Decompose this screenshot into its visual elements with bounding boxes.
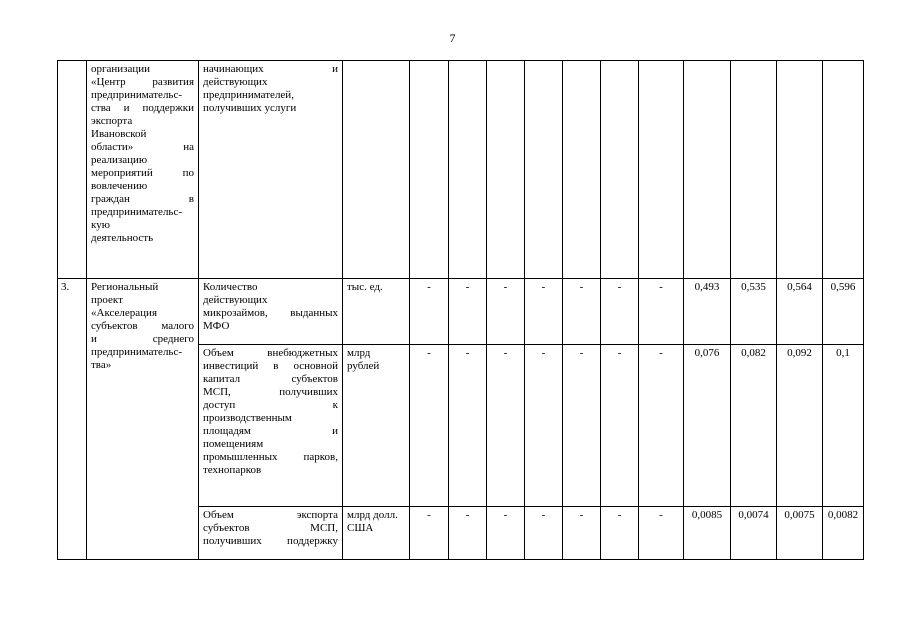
value-cell: 0,0074	[731, 507, 777, 560]
text-line: помещениям	[203, 438, 264, 450]
text-line: Количество	[203, 281, 258, 293]
value-cell	[777, 61, 823, 279]
text-line: предпринимателей,	[203, 89, 294, 101]
text-line: ства и поддержки	[91, 102, 194, 114]
dash-cell: -	[563, 507, 601, 560]
text-line: начинающих и	[203, 63, 338, 75]
text-line: микрозаймов, выданных	[203, 307, 338, 319]
dash-cell: -	[601, 345, 639, 507]
dash-cell: -	[487, 345, 525, 507]
dash-cell: -	[525, 507, 563, 560]
text-line: рублей	[347, 360, 380, 372]
text-line: промышленных парков,	[203, 451, 338, 463]
text-line: млрд долл.	[347, 509, 398, 521]
text-line: вовлечению	[91, 180, 148, 192]
dash-cell: -	[563, 345, 601, 507]
text-line: экспорта	[91, 115, 133, 127]
text-line: технопарков	[203, 464, 262, 476]
text-line: получивших услуги	[203, 102, 297, 114]
dash-cell: -	[525, 279, 563, 345]
text-line: действующих	[203, 76, 268, 88]
unit-cell	[343, 61, 410, 279]
value-cell: 0,0085	[684, 507, 731, 560]
value-cell: 0,1	[823, 345, 864, 507]
value-cell	[487, 61, 525, 279]
table-row-microloans	[58, 279, 864, 345]
dash-cell: -	[410, 507, 449, 560]
unit-cell	[343, 279, 410, 345]
value-cell: 0,596	[823, 279, 864, 345]
value-cell	[449, 61, 487, 279]
value-cell: 0,564	[777, 279, 823, 345]
text-line: доступ к	[203, 399, 338, 411]
text-line: МФО	[203, 320, 230, 332]
text-line: субъектов малого	[91, 320, 194, 332]
dash-cell: -	[563, 279, 601, 345]
value-cell	[563, 61, 601, 279]
text-line: деятельность	[91, 232, 154, 244]
indicator-cell	[199, 507, 343, 560]
text-line: МСП, получивших	[203, 386, 338, 398]
text-line: тва»	[91, 359, 112, 371]
text-line: предпринимательс-	[91, 346, 182, 358]
project-cell	[87, 279, 199, 560]
dash-cell: -	[639, 507, 684, 560]
dash-cell: -	[639, 279, 684, 345]
unit-cell	[343, 345, 410, 507]
text-line: и среднего	[91, 333, 194, 345]
text-line: тыс. ед.	[347, 281, 383, 293]
text-line: предпринимательс-	[91, 206, 182, 218]
text-line: действующих	[203, 294, 268, 306]
value-cell	[684, 61, 731, 279]
text-line: проект	[91, 294, 123, 306]
value-cell: 0,082	[731, 345, 777, 507]
value-cell	[525, 61, 563, 279]
indicator-cell	[199, 279, 343, 345]
text-line: граждан в	[91, 193, 194, 205]
indicator-cell	[199, 61, 343, 279]
text-line: «Акселерация	[91, 307, 157, 319]
value-cell: 0,0082	[823, 507, 864, 560]
dash-cell: -	[449, 507, 487, 560]
text-line: млрд	[347, 347, 371, 359]
row-number-cell	[58, 61, 87, 279]
row-number-cell: 3.	[58, 279, 87, 560]
dash-cell: -	[410, 279, 449, 345]
text-line: получивших поддержку	[203, 535, 338, 547]
text-line: Региональный	[91, 281, 159, 293]
value-cell: 0,092	[777, 345, 823, 507]
value-cell: 0,0075	[777, 507, 823, 560]
dash-cell: -	[449, 345, 487, 507]
text-line: мероприятий по	[91, 167, 194, 179]
text-line: области» на	[91, 141, 194, 153]
dash-cell: -	[449, 279, 487, 345]
text-line: кую	[91, 219, 110, 231]
value-cell: 0,535	[731, 279, 777, 345]
text-line: Объем экспорта	[203, 509, 338, 521]
indicator-cell	[199, 345, 343, 507]
indicators-table	[57, 60, 864, 560]
text-line: субъектов МСП,	[203, 522, 338, 534]
text-line: Объем внебюджетных	[203, 347, 338, 359]
text-line: производственным	[203, 412, 292, 424]
page-number: 7	[449, 31, 456, 45]
unit-cell	[343, 507, 410, 560]
dash-cell: -	[525, 345, 563, 507]
text-line: предпринимательс-	[91, 89, 182, 101]
text-line: «Центр развития	[91, 76, 194, 88]
text-line: США	[347, 522, 374, 534]
dash-cell: -	[410, 345, 449, 507]
dash-cell: -	[487, 279, 525, 345]
value-cell	[823, 61, 864, 279]
text-line: площадям и	[203, 425, 338, 437]
value-cell: 0,493	[684, 279, 731, 345]
text-line: реализацию	[91, 154, 148, 166]
value-cell	[639, 61, 684, 279]
dash-cell: -	[601, 279, 639, 345]
text-line: организации	[91, 63, 151, 75]
value-cell	[601, 61, 639, 279]
value-cell: 0,076	[684, 345, 731, 507]
text-line: Ивановской	[91, 128, 147, 140]
dash-cell: -	[487, 507, 525, 560]
value-cell	[410, 61, 449, 279]
dash-cell: -	[639, 345, 684, 507]
dash-cell: -	[601, 507, 639, 560]
value-cell	[731, 61, 777, 279]
text-line: капитал субъектов	[203, 373, 338, 385]
table-row-continued	[58, 61, 864, 279]
text-line: инвестиций в основной	[203, 360, 338, 372]
organization-cell	[87, 61, 199, 279]
